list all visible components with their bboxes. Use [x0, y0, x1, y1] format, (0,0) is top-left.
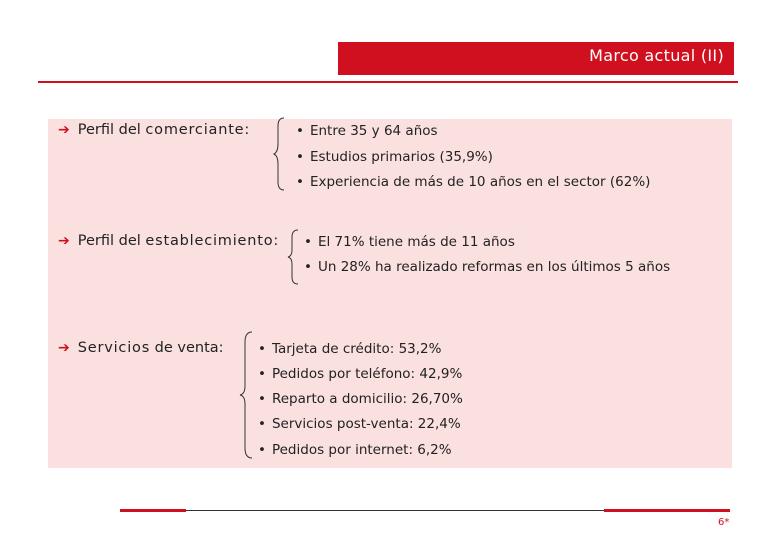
slide-title: Marco actual (II) [338, 42, 734, 75]
section-label-servicios [58, 340, 224, 356]
list-item: • Estudios primarios (35,9%) [296, 149, 493, 165]
bullet-dot-icon: • [304, 234, 312, 250]
title-underline [38, 81, 738, 83]
arrow-right-icon: ➔ [58, 122, 70, 138]
arrow-right-icon: ➔ [58, 340, 70, 356]
list-item: • Servicios post-venta: 22,4% [258, 416, 461, 432]
section-label-comerciante [58, 122, 249, 138]
bullet-dot-icon: • [296, 174, 304, 190]
section-label-strong: Servicios [77, 340, 151, 356]
section-label-prefix: Perfil del [77, 122, 146, 138]
list-item: • El 71% tiene más de 11 años [304, 234, 515, 250]
list-item: • Un 28% ha realizado reformas en los últimos 5 años [304, 259, 671, 275]
list-item: • Experiencia de más de 10 años en el sector (62%) [296, 174, 651, 190]
list-item: • Pedidos por teléfono: 42,9% [258, 366, 463, 382]
bullet-dot-icon: • [258, 391, 266, 407]
left-brace-icon [238, 330, 254, 460]
section-label-strong: establecimiento [145, 233, 274, 249]
left-brace-icon [272, 116, 286, 192]
bullet-dot-icon: • [296, 149, 304, 165]
bullet-dot-icon: • [258, 416, 266, 432]
section-label-establecimiento [58, 233, 278, 249]
bullet-dot-icon: • [304, 259, 312, 275]
footer-accent-right [604, 509, 730, 512]
list-item: • Tarjeta de crédito: 53,2% [258, 341, 442, 357]
list-item: • Pedidos por internet: 6,2% [258, 442, 452, 458]
bullet-dot-icon: • [296, 123, 304, 139]
section-label-prefix: Perfil del [77, 233, 146, 249]
section-label-strong: comerciante [145, 122, 245, 138]
list-item: • Entre 35 y 64 años [296, 123, 438, 139]
arrow-right-icon: ➔ [58, 233, 70, 249]
bullet-dot-icon: • [258, 442, 266, 458]
bullet-dot-icon: • [258, 341, 266, 357]
left-brace-icon [286, 228, 300, 286]
bullet-dot-icon: • [258, 366, 266, 382]
list-item: • Reparto a domicilio: 26,70% [258, 391, 463, 407]
footer-accent-left [120, 509, 186, 512]
section-label-suffix: : [273, 233, 279, 249]
section-label-suffix: de venta: [150, 340, 224, 356]
section-label-suffix: : [244, 122, 250, 138]
page-number: 6* [718, 517, 730, 528]
